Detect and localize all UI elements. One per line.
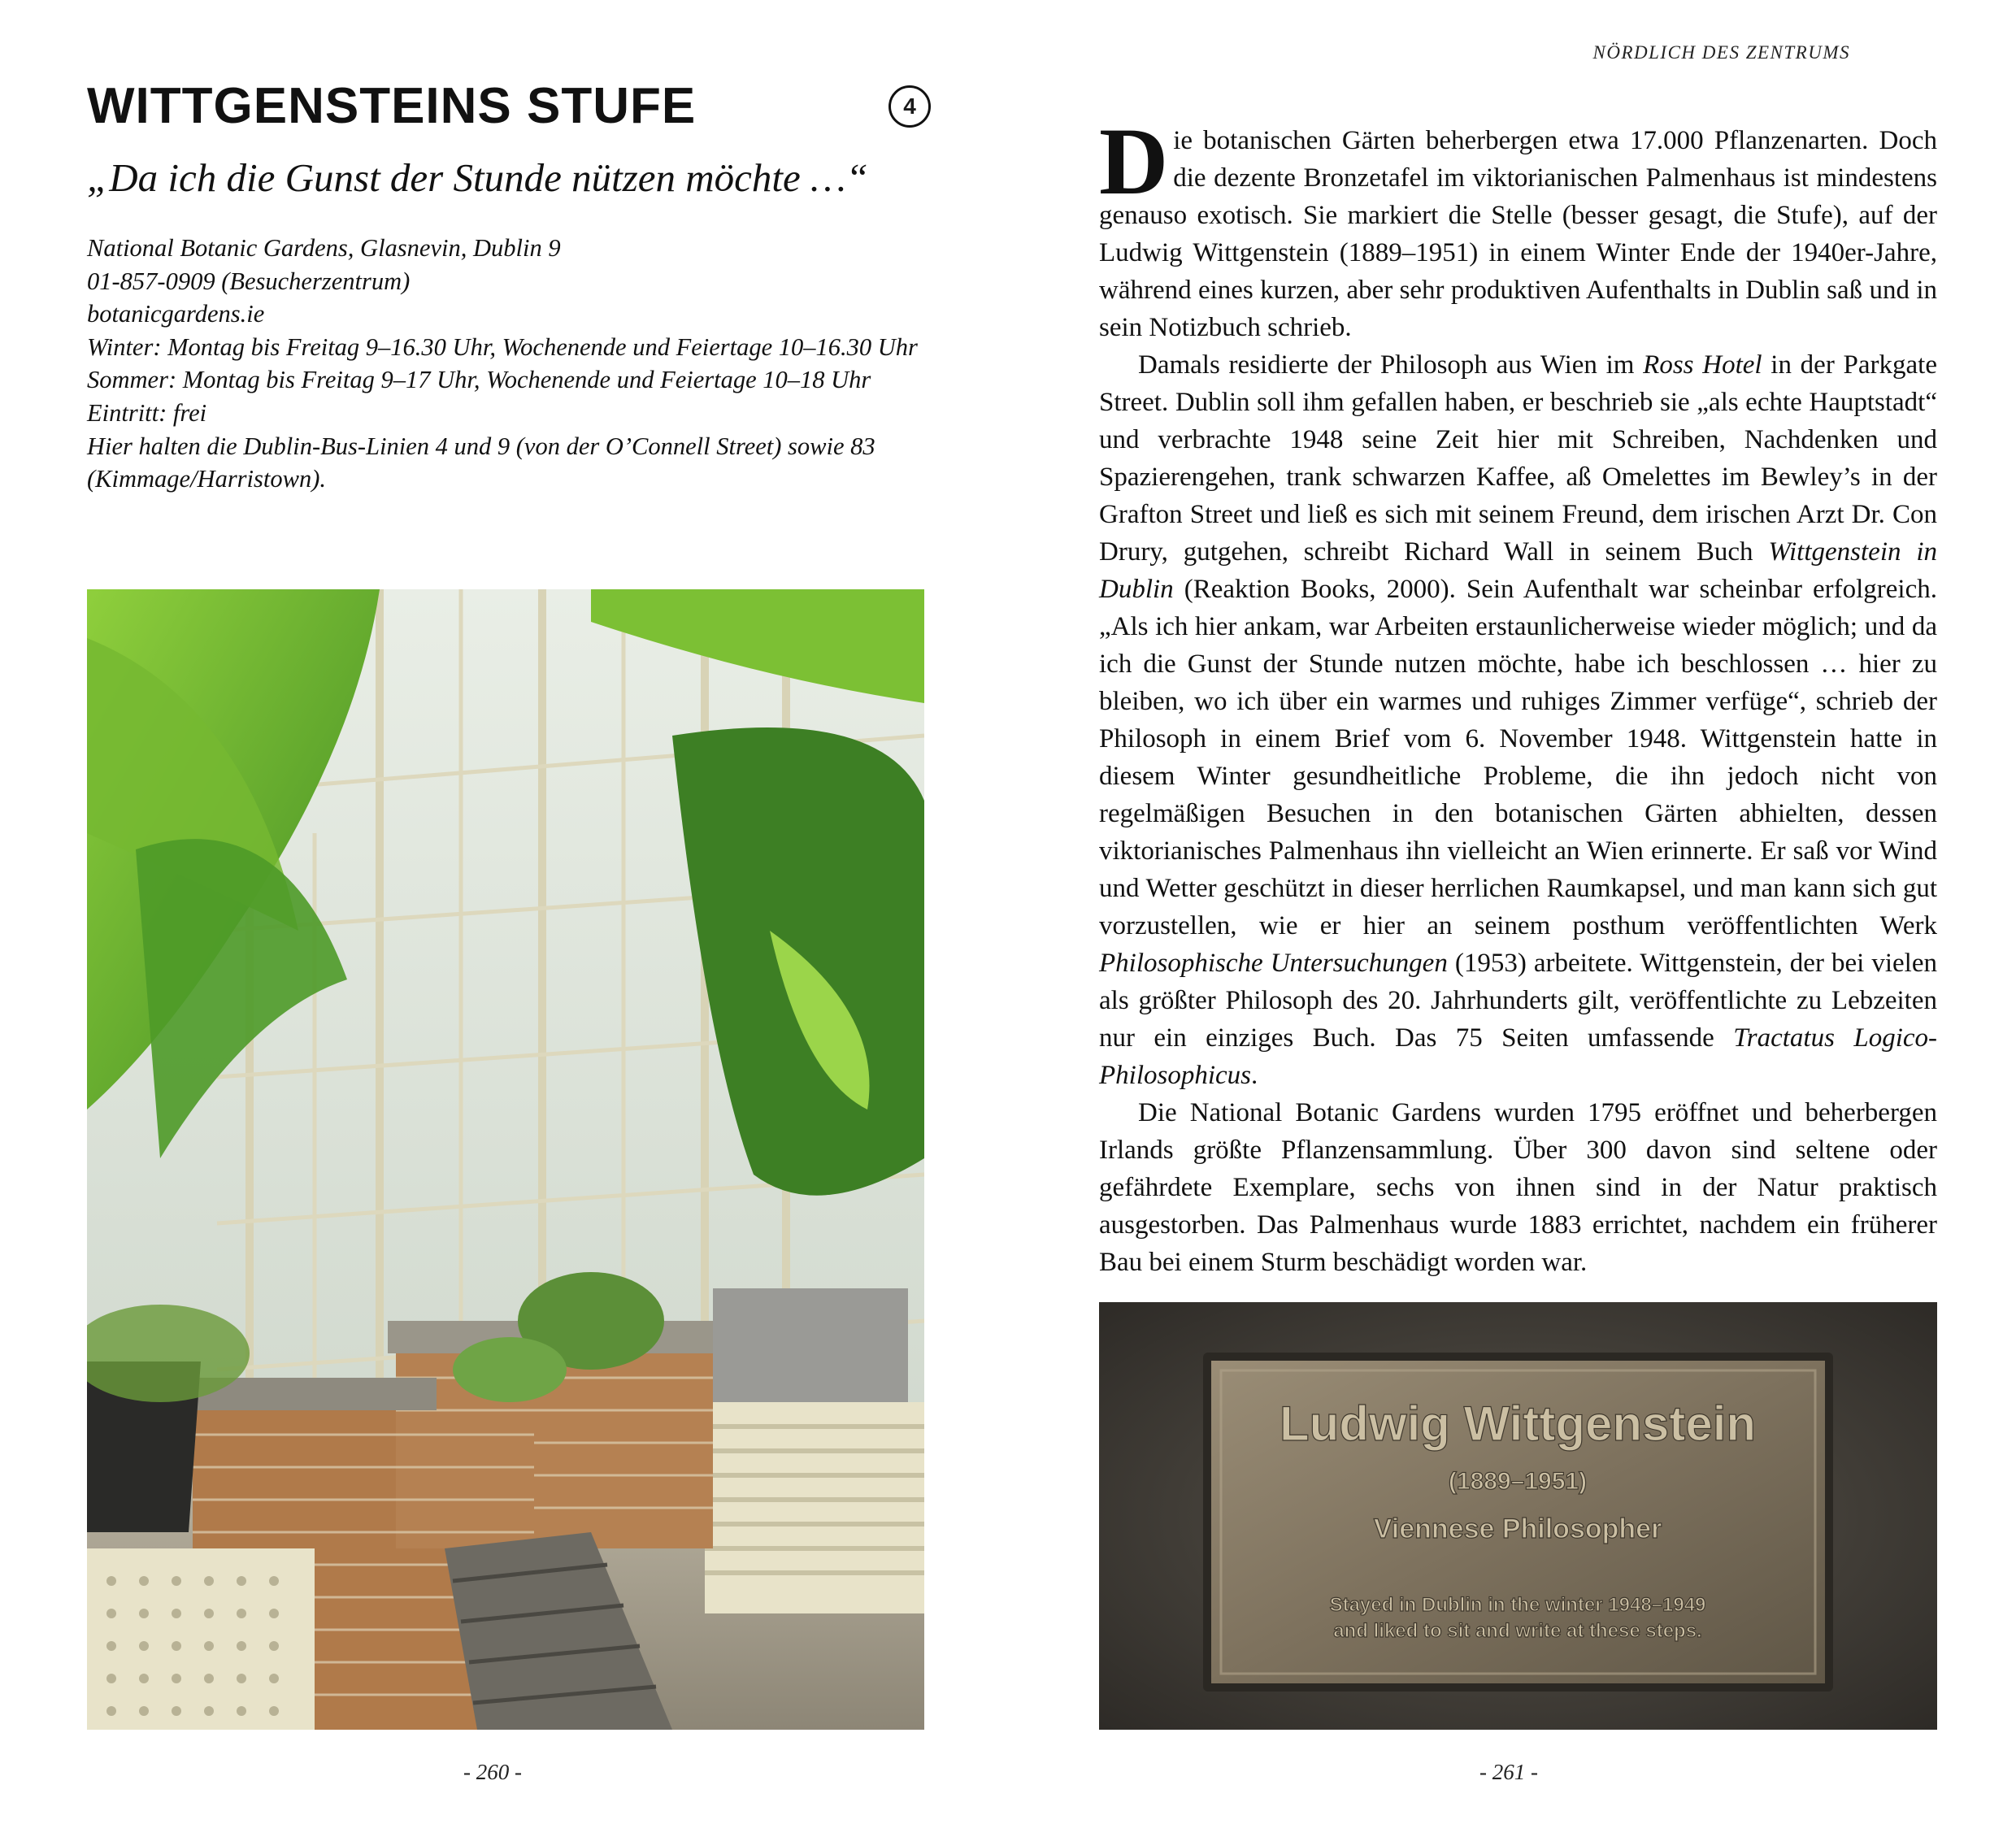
book-title: Wittgenstein in Dublin <box>1099 537 1937 604</box>
info-summer-hours: Sommer: Montag bis Freitag 9–17 Uhr, Wochenende und Feiertage 10–18 Uhr <box>87 366 871 394</box>
subtitle-quote: „Da ich die Gunst der Stunde nützen möchte …“ <box>87 155 868 200</box>
entry-number-badge: 4 <box>889 85 931 128</box>
info-bus-lines: Hier halten die Dublin-Bus-Linien 4 und 9 (von der O’Connell Street) sowie 83 <box>87 432 875 460</box>
tractatus-title: Tractatus Logico-Philosophicus <box>1099 1023 1938 1090</box>
paragraph-2-part: (Reaktion Books, 2000). Sein Aufenthalt war scheinbar erfolgreich. „Als ich hier ankam, war Arbeiten erstaunlicherweise wieder möglich; und da ich die Gunst der Stunde nutzen möchte, habe ich beschlossen … hier zu bleiben, wo ich über ein warmes und ruhiges Zimmer verfüge“, schrieb der Philosoph in einem Brief vom 6. November 1948. Wittgenstein hatte in diesem Winter gesundheitliche Probleme, die ihn jedoch nicht von regelmäßigen Besuchen in den botanischen Gärten abhielten, dessen viktorianisches Palmenhaus ihn vielleicht an Wien erinnerte. Er saß vor Wind und Wetter geschützt in dieser herrlichen Raumkapsel, und man kann sich gut vorzustellen, wie er hier an seinem posthum veröffentlichten Werk <box>1099 575 1937 940</box>
info-bus-lines-cont: (Kimmage/Harristown). <box>87 465 326 493</box>
plaque-line-2: and liked to sit and write at these steps. <box>1333 1620 1702 1642</box>
paragraph-2-part: (1953) arbeitete. Wittgenstein, der bei vielen als größter Philosoph des 20. Jahrhunderts gilt, veröffentlichte zu Lebzeiten nur ein einziges Buch. Das 75 Seiten umfassende <box>1099 949 1937 1053</box>
article-body <box>1099 108 1938 1281</box>
info-block <box>87 232 918 496</box>
drop-cap: D <box>1099 108 1169 215</box>
paragraph-2 <box>1099 346 1937 1094</box>
paragraph-1 <box>1099 108 1937 346</box>
info-phone: 01-857-0909 (Besucherzentrum) <box>87 267 411 295</box>
paragraph-2-part: Damals residierte der Philosoph aus Wien im <box>1138 350 1644 380</box>
work-title: Philosophische Untersuchungen <box>1099 949 1448 978</box>
palm-house-photo <box>87 589 924 1730</box>
info-admission: Eintritt: frei <box>87 398 207 427</box>
info-winter-hours: Winter: Montag bis Freitag 9–16.30 Uhr, Wochenende und Feiertage 10–16.30 Uhr <box>87 332 918 361</box>
running-head: NÖRDLICH DES ZENTRUMS <box>1592 42 1850 63</box>
plaque-name: Ludwig Wittgenstein <box>1279 1396 1757 1451</box>
plaque-photo <box>1099 1302 1937 1730</box>
paragraph-1-text: ie botanischen Gärten beherbergen etwa 17.000 Pflanzenarten. Doch die dezente Bronzetafel im viktorianischen Palmenhaus ist mindestens genauso exotisch. Sie markiert die Stelle (besser gesagt, die Stufe), auf der Ludwig Wittgenstein (1889–1951) in einem Winter Ende der 1940er-Jahre, während eines kurzen, aber sehr produktiven Aufenthalts in Dublin saß und in sein Notizbuch schrieb. <box>1099 126 1937 342</box>
page-number-right: - 261 - <box>1479 1760 1538 1784</box>
plaque-line-1: Stayed in Dublin in the winter 1948–1949 <box>1329 1594 1706 1616</box>
page-number-left: - 260 - <box>463 1760 522 1784</box>
plaque-role: Viennese Philosopher <box>1373 1513 1662 1544</box>
info-website: botanicgardens.ie <box>87 300 265 328</box>
plaque-years: (1889–1951) <box>1448 1468 1588 1495</box>
paragraph-2-part: . <box>1251 1061 1258 1090</box>
paragraph-3: Die National Botanic Gardens wurden 1795 eröffnet und beherbergen Irlands größte Pflanzensammlung. Über 300 davon sind seltene oder gefährdete Exemplare, sechs von ihnen sind in der Natur praktisch ausgestorben. Das Palmenhaus wurde 1883 errichtet, nachdem ein früherer Bau bei einem Sturm beschädigt worden war. <box>1099 1098 1937 1277</box>
page-title: WITTGENSTEINS STUFE <box>87 78 697 134</box>
paragraph-2-part: in der Parkgate Street. Dublin soll ihm gefallen haben, er beschrieb sie „als echte Hauptstadt“ und verbrachte 1948 seine Zeit hier mit Schreiben, Nachdenken und Spazierengehen, trank schwarzen Kaffee, aß Omelettes im Bewley’s in der Grafton Street und ließ es sich mit seinem Freund, dem irischen Arzt Dr. Con Drury, gutgehen, schreibt Richard Wall in seinem Buch <box>1099 350 1937 567</box>
hotel-name: Ross Hotel <box>1643 350 1762 380</box>
info-address: National Botanic Gardens, Glasnevin, Dublin 9 <box>87 234 561 262</box>
